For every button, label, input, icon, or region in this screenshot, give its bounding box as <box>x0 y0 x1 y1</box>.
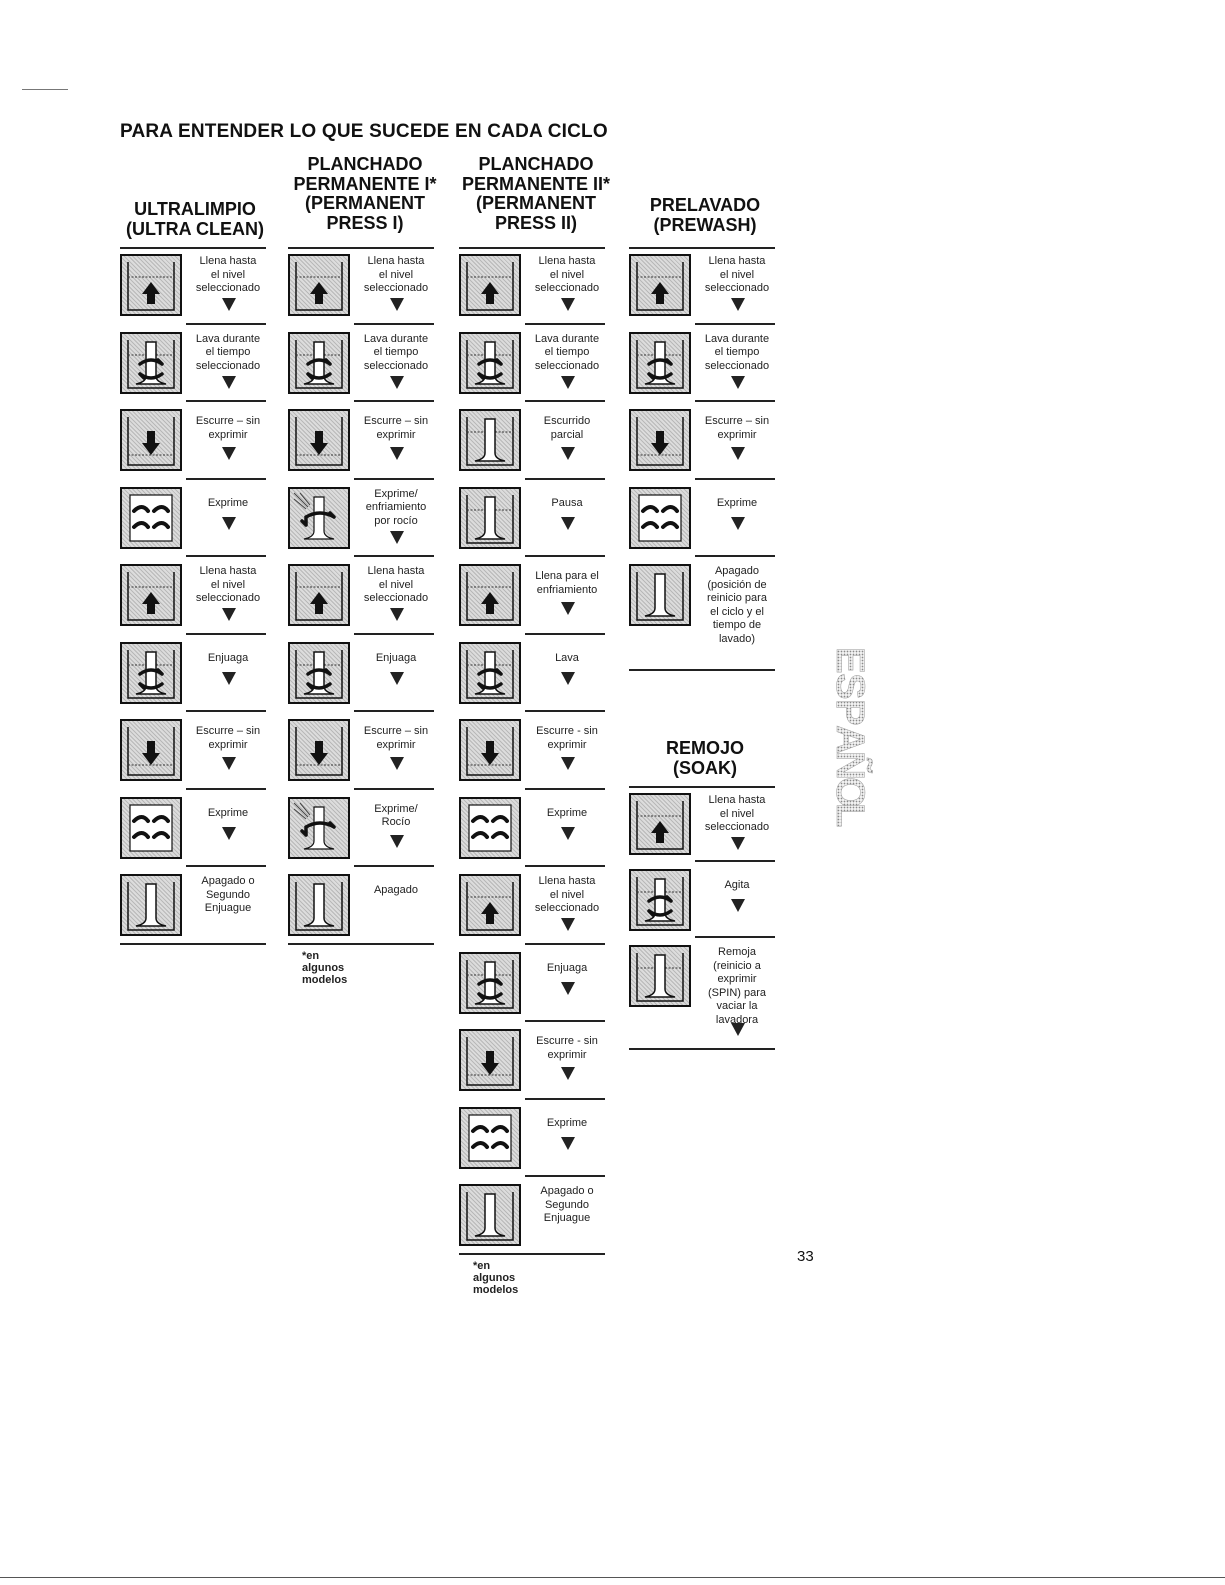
pause-icon <box>459 487 521 549</box>
step-divider <box>629 247 775 249</box>
step-label: Remoja (reinicio a exprimir (SPIN) para vaciar la lavadora <box>707 946 767 1026</box>
step-label: Llena hasta el nivel seleccionado <box>534 875 600 914</box>
step-divider <box>525 788 605 790</box>
next-step-arrow-icon <box>561 1067 575 1080</box>
fill-up-arrow-icon <box>288 254 350 316</box>
next-step-arrow-icon <box>390 531 404 544</box>
step-label: Llena hasta el nivel seleccionado <box>195 565 261 604</box>
cycle-end-rule <box>120 943 266 945</box>
step-divider <box>695 323 775 325</box>
step-label: Lava durante el tiempo seleccionado <box>195 332 261 372</box>
footnote: *en algunos modelos <box>473 1259 519 1296</box>
step-divider <box>354 323 434 325</box>
footnote: *en algunos modelos <box>302 949 348 986</box>
side-tab-letter: L <box>828 803 872 828</box>
language-side-tab <box>785 645 872 835</box>
step-divider <box>186 400 266 402</box>
agitate-icon <box>629 869 691 931</box>
cycle-step <box>120 244 270 322</box>
cycle-step <box>288 322 438 400</box>
drain-down-arrow-icon <box>288 409 350 471</box>
step-label: Enjuaga <box>375 651 417 664</box>
cycle-step <box>459 709 609 787</box>
cycle-step <box>629 783 779 859</box>
step-divider <box>186 478 266 480</box>
step-divider <box>525 323 605 325</box>
step-label: Exprime <box>207 496 249 509</box>
side-tab-text <box>828 647 874 827</box>
step-divider <box>695 936 775 938</box>
cycle-step <box>629 554 779 645</box>
step-label: Llena hasta el nivel seleccionado <box>704 255 770 294</box>
step-divider <box>525 865 605 867</box>
step-label: Llena hasta el nivel seleccionado <box>195 255 261 294</box>
agitate-icon <box>288 332 350 394</box>
step-label: Escurre - sin exprimir <box>536 725 598 751</box>
fill-up-arrow-icon <box>120 564 182 626</box>
spray-spin-icon <box>288 797 350 859</box>
soak-icon <box>629 945 691 1007</box>
cycle-step <box>459 399 609 477</box>
side-tab-letter: P <box>828 699 872 726</box>
cycle-step <box>629 859 779 935</box>
next-step-arrow-icon <box>561 517 575 530</box>
step-label: Exprime <box>716 496 758 509</box>
spin-icon <box>120 487 182 549</box>
cycle-step <box>459 1097 609 1175</box>
step-divider <box>354 633 434 635</box>
cycle-step <box>288 477 438 555</box>
next-step-arrow-icon <box>561 827 575 840</box>
agitate-icon <box>288 642 350 704</box>
step-label: Escurre - sin exprimir <box>536 1035 598 1061</box>
agitate-icon <box>459 642 521 704</box>
cycle-step <box>120 787 270 865</box>
next-step-arrow-icon <box>222 517 236 530</box>
cycle-end-rule <box>459 1253 605 1255</box>
next-step-arrow-icon <box>561 1137 575 1150</box>
step-divider <box>354 555 434 557</box>
heading-permanent-press-1: PLANCHADO PERMANENTE I* (PERMANENT PRESS I) <box>293 154 437 233</box>
cycle-step <box>120 399 270 477</box>
cycle-step <box>629 935 779 1026</box>
next-step-arrow-icon <box>561 672 575 685</box>
step-divider <box>695 400 775 402</box>
side-tab-letter: Ñ <box>828 751 872 780</box>
step-label: Agita <box>724 879 750 891</box>
next-step-arrow-icon <box>222 827 236 840</box>
heading-prewash: PRELAVADO (PREWASH) <box>649 195 761 235</box>
footer-rule <box>0 1577 1225 1578</box>
next-step-arrow-icon <box>390 835 404 848</box>
next-step-arrow-icon <box>222 672 236 685</box>
step-label: Llena hasta el nivel seleccionado <box>534 255 600 294</box>
step-label: Escurre – sin exprimir <box>704 415 770 441</box>
cycle-step <box>459 1019 609 1097</box>
step-divider <box>525 555 605 557</box>
cycle-step <box>288 632 438 710</box>
step-label: Lava durante el tiempo seleccionado <box>534 332 600 372</box>
heading-soak: REMOJO (SOAK) <box>665 738 744 778</box>
heading-ultra-clean: ULTRALIMPIO (ULTRA CLEAN) <box>126 199 264 239</box>
step-label: Enjuaga <box>207 651 249 664</box>
cycle-step <box>459 244 609 322</box>
next-step-arrow-icon <box>390 376 404 389</box>
next-step-arrow-icon <box>222 376 236 389</box>
cycle-end-rule <box>629 1048 775 1050</box>
next-step-arrow-icon <box>222 608 236 621</box>
step-label: Lava durante el tiempo seleccionado <box>704 332 770 372</box>
drain-down-arrow-icon <box>120 719 182 781</box>
next-step-arrow-icon <box>561 982 575 995</box>
step-divider <box>695 555 775 557</box>
step-divider <box>525 1175 605 1177</box>
page-title: PARA ENTENDER LO QUE SUCEDE EN CADA CICLO <box>120 121 608 142</box>
cycle-step <box>288 709 438 787</box>
step-label: Llena hasta el nivel seleccionado <box>704 794 770 833</box>
step-label: Apagado <box>373 884 419 896</box>
next-step-arrow-icon <box>390 672 404 685</box>
step-label: Exprime/ enfriamiento por rocío <box>365 487 427 527</box>
next-step-arrow-icon <box>561 376 575 389</box>
step-divider <box>629 786 775 788</box>
cycle-step <box>120 322 270 400</box>
next-step-arrow-icon <box>731 837 745 850</box>
cycle-step <box>459 632 609 710</box>
spin-icon <box>120 797 182 859</box>
fill-up-arrow-icon <box>459 254 521 316</box>
step-label: Escurre – sin exprimir <box>195 415 261 441</box>
step-label: Escurre – sin exprimir <box>363 725 429 751</box>
step-divider <box>695 478 775 480</box>
cycle-step <box>459 787 609 865</box>
step-divider <box>525 400 605 402</box>
spin-icon <box>459 1107 521 1169</box>
fill-up-arrow-icon <box>459 874 521 936</box>
step-label: Exprime/ Rocío <box>374 802 418 828</box>
step-divider <box>186 633 266 635</box>
step-divider <box>354 400 434 402</box>
step-divider <box>186 865 266 867</box>
step-label: Llena hasta el nivel seleccionado <box>363 565 429 604</box>
spin-icon <box>459 797 521 859</box>
next-step-arrow-icon <box>731 298 745 311</box>
side-tab-letter: S <box>828 673 872 700</box>
step-divider <box>120 247 266 249</box>
step-divider <box>186 555 266 557</box>
cycle-step <box>120 709 270 787</box>
step-label: Lava durante el tiempo seleccionado <box>363 332 429 372</box>
step-label: Exprime <box>207 806 249 819</box>
cycle-step <box>629 399 779 477</box>
cycle-end-rule <box>629 669 775 671</box>
cycle-step <box>120 554 270 632</box>
next-step-arrow-icon <box>390 447 404 460</box>
step-divider <box>525 1098 605 1100</box>
step-label: Exprime <box>546 1116 588 1129</box>
step-divider <box>354 710 434 712</box>
cycle-step <box>629 322 779 400</box>
next-step-arrow-icon <box>561 298 575 311</box>
off-agitator-icon <box>120 874 182 936</box>
agitate-icon <box>629 332 691 394</box>
step-divider <box>186 323 266 325</box>
step-label: Apagado o Segundo Enjuague <box>201 875 255 914</box>
step-divider <box>525 943 605 945</box>
next-step-arrow-icon <box>561 918 575 931</box>
cycle-step <box>629 477 779 555</box>
agitate-icon <box>459 332 521 394</box>
drain-down-arrow-icon <box>120 409 182 471</box>
fill-up-arrow-icon <box>120 254 182 316</box>
step-label: Llena para el enfriamiento <box>535 570 599 596</box>
step-divider <box>525 710 605 712</box>
step-label: Escurre – sin exprimir <box>195 725 261 751</box>
drain-down-arrow-icon <box>288 719 350 781</box>
step-label: Apagado o Segundo Enjuague <box>540 1185 594 1224</box>
heading-permanent-press-2: PLANCHADO PERMANENTE II* (PERMANENT PRESS II) <box>461 154 611 233</box>
side-tab-letter: E <box>828 647 872 674</box>
step-label: Llena hasta el nivel seleccionado <box>363 255 429 294</box>
next-step-arrow-icon <box>222 447 236 460</box>
drain-down-arrow-icon <box>459 719 521 781</box>
step-label: Apagado (posición de reinicio para el ciclo y el tiempo de lavado) <box>707 565 767 645</box>
cycle-step <box>120 477 270 555</box>
cycle-step <box>288 554 438 632</box>
spin-icon <box>629 487 691 549</box>
next-step-arrow-icon <box>731 447 745 460</box>
cycle-step <box>288 244 438 322</box>
corner-rule <box>22 89 68 90</box>
step-divider <box>525 1020 605 1022</box>
cycle-step <box>459 322 609 400</box>
side-tab-letter: A <box>828 725 872 754</box>
step-divider <box>186 788 266 790</box>
off-agitator-icon <box>459 1184 521 1246</box>
cycle-step <box>459 554 609 632</box>
cycle-step <box>288 399 438 477</box>
next-step-arrow-icon <box>222 757 236 770</box>
agitate-icon <box>120 332 182 394</box>
step-divider <box>695 860 775 862</box>
step-divider <box>354 478 434 480</box>
step-divider <box>354 788 434 790</box>
agitate-icon <box>120 642 182 704</box>
next-step-arrow-icon <box>222 298 236 311</box>
cycle-step <box>459 477 609 555</box>
cycle-step <box>459 1174 609 1252</box>
fill-up-arrow-icon <box>459 564 521 626</box>
next-step-arrow-icon <box>731 376 745 389</box>
fill-up-arrow-icon <box>629 793 691 855</box>
fill-up-arrow-icon <box>629 254 691 316</box>
next-step-arrow-icon <box>731 1023 745 1036</box>
cycle-step <box>288 787 438 865</box>
drain-down-arrow-icon <box>459 1029 521 1091</box>
page-number: 33 <box>797 1248 814 1265</box>
step-label: Exprime <box>546 806 588 819</box>
drain-down-arrow-icon <box>629 409 691 471</box>
next-step-arrow-icon <box>561 447 575 460</box>
step-label: Enjuaga <box>546 961 588 974</box>
cycle-step <box>120 632 270 710</box>
cycle-step <box>459 864 609 942</box>
fill-up-arrow-icon <box>288 564 350 626</box>
partial-drain-icon <box>459 409 521 471</box>
next-step-arrow-icon <box>390 298 404 311</box>
cycle-end-rule <box>288 943 434 945</box>
step-label: Lava <box>555 651 579 664</box>
next-step-arrow-icon <box>561 757 575 770</box>
cycle-step <box>629 244 779 322</box>
step-divider <box>288 247 434 249</box>
next-step-arrow-icon <box>390 608 404 621</box>
side-tab-letter: O <box>828 777 872 809</box>
next-step-arrow-icon <box>731 517 745 530</box>
step-label: Escurrido parcial <box>543 415 591 441</box>
step-divider <box>525 478 605 480</box>
next-step-arrow-icon <box>731 899 745 912</box>
cycle-step <box>288 864 438 942</box>
off-agitator-icon <box>629 564 691 626</box>
step-divider <box>354 865 434 867</box>
cycle-step <box>459 942 609 1020</box>
cycle-step <box>120 864 270 942</box>
next-step-arrow-icon <box>390 757 404 770</box>
step-divider <box>186 710 266 712</box>
step-divider <box>525 633 605 635</box>
agitate-icon <box>459 952 521 1014</box>
off-agitator-icon <box>288 874 350 936</box>
step-label: Escurre – sin exprimir <box>363 415 429 441</box>
step-label: Pausa <box>551 496 583 509</box>
next-step-arrow-icon <box>561 602 575 615</box>
spray-spin-icon <box>288 487 350 549</box>
step-divider <box>459 247 605 249</box>
